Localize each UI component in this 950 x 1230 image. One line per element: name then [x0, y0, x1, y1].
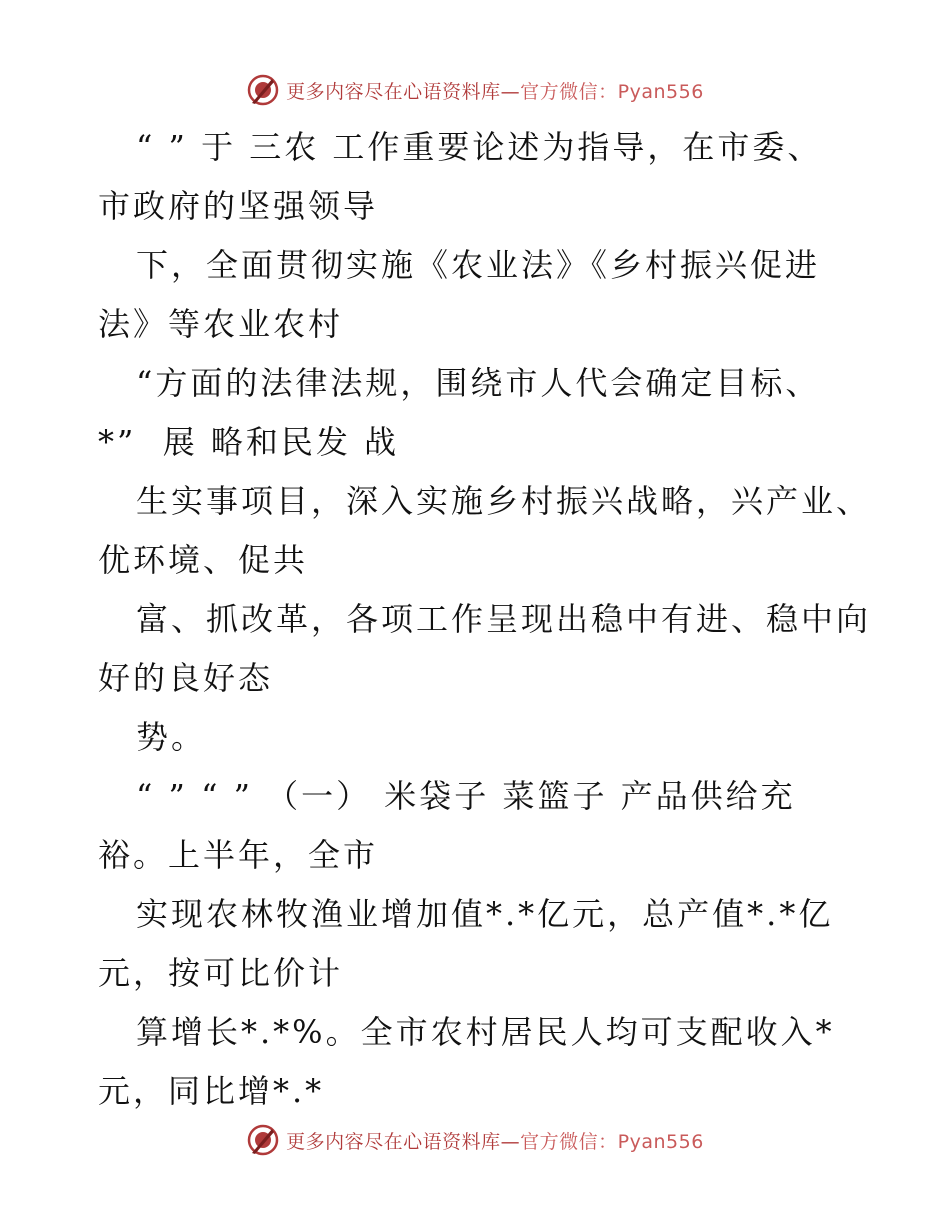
paragraph-line: 下，全面贯彻实施《农业法》《乡村振兴促进	[136, 246, 821, 284]
paragraph-line: “ ” “ ” （一） 米袋子 菜篮子 产品供给充	[136, 777, 796, 815]
paragraph-line: 富、抓改革，各项工作呈现出稳中有进、稳中向	[136, 600, 872, 638]
header-watermark	[0, 72, 950, 108]
paragraph-line: “ ” 于 三农 工作重要论述为指导，在市委、	[136, 128, 823, 166]
document-body	[98, 118, 872, 1121]
paragraph-line: *” 展 略和民发 战	[98, 423, 400, 461]
quill-pen-logo-icon	[246, 1123, 280, 1157]
paragraph-line: 实现农林牧渔业增加值*.*亿元，总产值*.*亿	[136, 895, 834, 933]
paragraph-line: 好的良好态	[98, 659, 274, 697]
paragraph-line: 法》等农业农村	[98, 305, 344, 343]
footer-watermark	[0, 1122, 950, 1158]
paragraph-line: 优环境、促共	[98, 541, 309, 579]
quill-pen-logo-icon	[246, 73, 280, 107]
paragraph-line: 市政府的坚强领导	[98, 187, 379, 225]
paragraph-line: 生实事项目，深入实施乡村振兴战略，兴产业、	[136, 482, 872, 520]
paragraph-line: 元，按可比价计	[98, 954, 344, 992]
watermark-main-text: 更多内容尽在心语资料库—	[286, 80, 521, 103]
watermark-main-text: 更多内容尽在心语资料库—	[286, 1130, 521, 1153]
paragraph-line: 算增长*.*%。全市农村居民人均可支配收入*	[136, 1013, 835, 1051]
paragraph-line: 裕。上半年，全市	[98, 836, 379, 874]
watermark-contact-text: 官方微信：Pyan556	[520, 80, 704, 103]
paragraph-line: 元，同比增*.*	[98, 1072, 325, 1110]
paragraph-line: 势。	[136, 718, 207, 756]
paragraph-line: “方面的法律法规，围绕市人代会确定目标、	[136, 364, 821, 402]
watermark-contact-text: 官方微信：Pyan556	[520, 1130, 704, 1153]
